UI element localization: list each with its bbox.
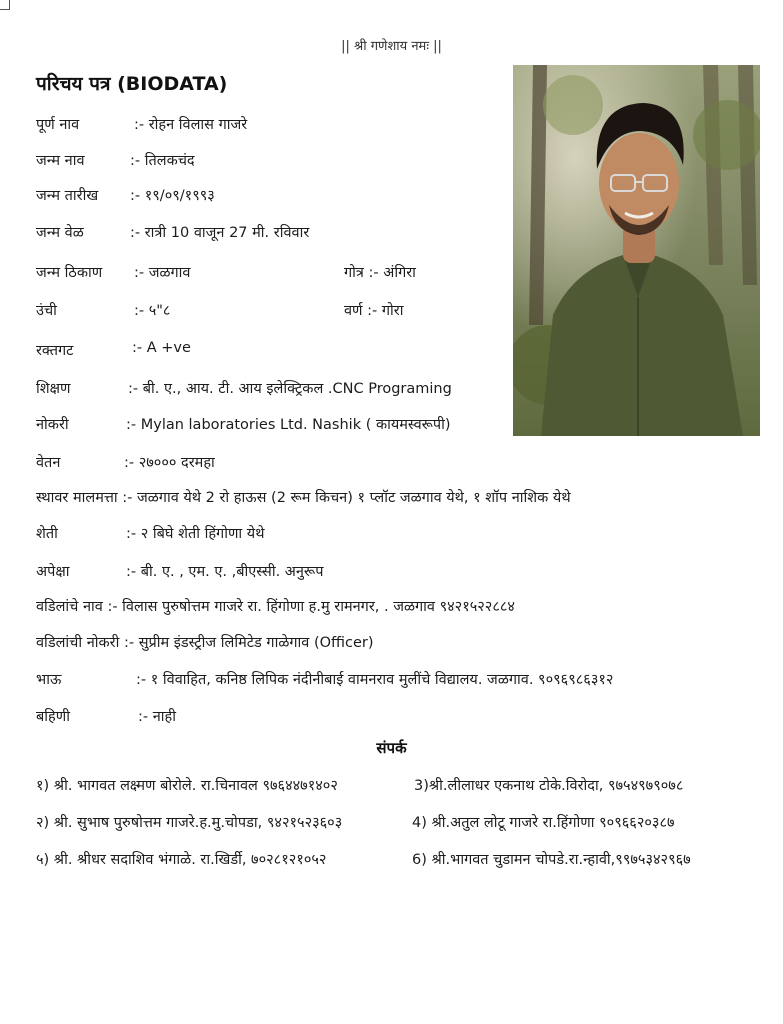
blood-group-label: रक्तगट	[36, 343, 74, 359]
contact-item-2: २) श्री. सुभाष पुरुषोत्तम गाजरे.ह.मु.चोपडा, ९४२१५२३६०३	[36, 815, 343, 831]
blood-group-value: :- A +ve	[132, 340, 191, 356]
brother-value: :- १ विवाहित, कनिष्ठ लिपिक नंदीनीबाई वामनराव मुलींचे विद्यालय. जळगाव. ९०९६९८६३१२	[136, 672, 614, 688]
job-label: नोकरी	[36, 417, 69, 433]
contact-item-6: 6) श्री.भागवत चुडामन चोपडे.रा.न्हावी,९९७५३४२९६७	[412, 852, 691, 868]
birth-time-value: :- रात्री 10 वाजून 27 मी. रविवार	[130, 225, 310, 241]
height-value: :- ५"८	[134, 303, 171, 319]
portrait-illustration	[513, 65, 760, 436]
education-label: शिक्षण	[36, 381, 71, 397]
birth-name-value: :- तिलकचंद	[130, 153, 195, 169]
job-value: :- Mylan laboratories Ltd. Nashik ( कायमस्वरूपी)	[126, 417, 451, 433]
birth-place-label: जन्म ठिकाण	[36, 265, 103, 281]
education-value: :- बी. ए., आय. टी. आय इलेक्ट्रिकल .CNC Programing	[128, 381, 452, 397]
sister-value: :- नाही	[138, 709, 176, 725]
expectation-label: अपेक्षा	[36, 564, 70, 580]
farm-value: :- २ बिघे शेती हिंगोणा येथे	[126, 526, 265, 542]
complexion-value: वर्ण :- गोरा	[344, 303, 404, 319]
contact-item-5: ५) श्री. श्रीधर सदाशिव भंगाळे. रा.खिर्डी, ७०२८१२१०५२	[36, 852, 327, 868]
birth-date-label: जन्म तारीख	[36, 188, 99, 204]
birth-name-label: जन्म नाव	[36, 153, 85, 169]
father-name-row: वडिलांचे नाव :- विलास पुरुषोत्तम गाजरे रा. हिंगोणा ह.मु रामनगर, . जळगाव ९४२१५२२८८४	[36, 599, 515, 615]
invocation-header: || श्री गणेशाय नमः ||	[341, 39, 442, 54]
contact-heading: संपर्क	[376, 739, 407, 757]
salary-value: :- २७००० दरमहा	[124, 455, 215, 471]
contact-item-3: 3)श्री.लीलाधर एकनाथ टोके.विरोदा, ९७५४९७९०७८	[414, 778, 684, 794]
contact-item-1: १) श्री. भागवत लक्ष्मण बोरोले. रा.चिनावल ९७६४४७१४०२	[36, 778, 338, 794]
sister-label: बहिणी	[36, 709, 70, 725]
brother-label: भाऊ	[36, 672, 62, 688]
father-job-row: वडिलांची नोकरी :- सुप्रीम इंडस्ट्रीज लिमिटेड गाळेगाव (Officer)	[36, 635, 374, 651]
corner-crop-mark	[0, 0, 10, 10]
birth-date-value: :- १९/०९/१९९३	[130, 188, 215, 204]
page-title: परिचय पत्र (BIODATA)	[36, 73, 228, 95]
birth-time-label: जन्म वेळ	[36, 225, 84, 241]
salary-label: वेतन	[36, 455, 61, 471]
full-name-label: पूर्ण नाव	[36, 117, 80, 133]
portrait-photo	[513, 65, 760, 436]
property-row: स्थावर मालमत्ता :- जळगाव येथे 2 रो हाऊस (2 रूम किचन) १ प्लॉट जळगाव येथे, १ शॉप नाशिक येथे	[36, 490, 571, 506]
expectation-value: :- बी. ए. , एम. ए. ,बीएस्सी. अनुरूप	[126, 564, 324, 580]
contact-item-4: 4) श्री.अतुल लोटू गाजरे रा.हिंगोणा ९०९६६२०३८७	[412, 815, 675, 831]
height-label: उंची	[36, 303, 57, 319]
gotra-value: गोत्र :- अंगिरा	[344, 265, 416, 281]
full-name-value: :- रोहन विलास गाजरे	[134, 117, 248, 133]
farm-label: शेती	[36, 526, 58, 542]
birth-place-value: :- जळगाव	[134, 265, 191, 281]
